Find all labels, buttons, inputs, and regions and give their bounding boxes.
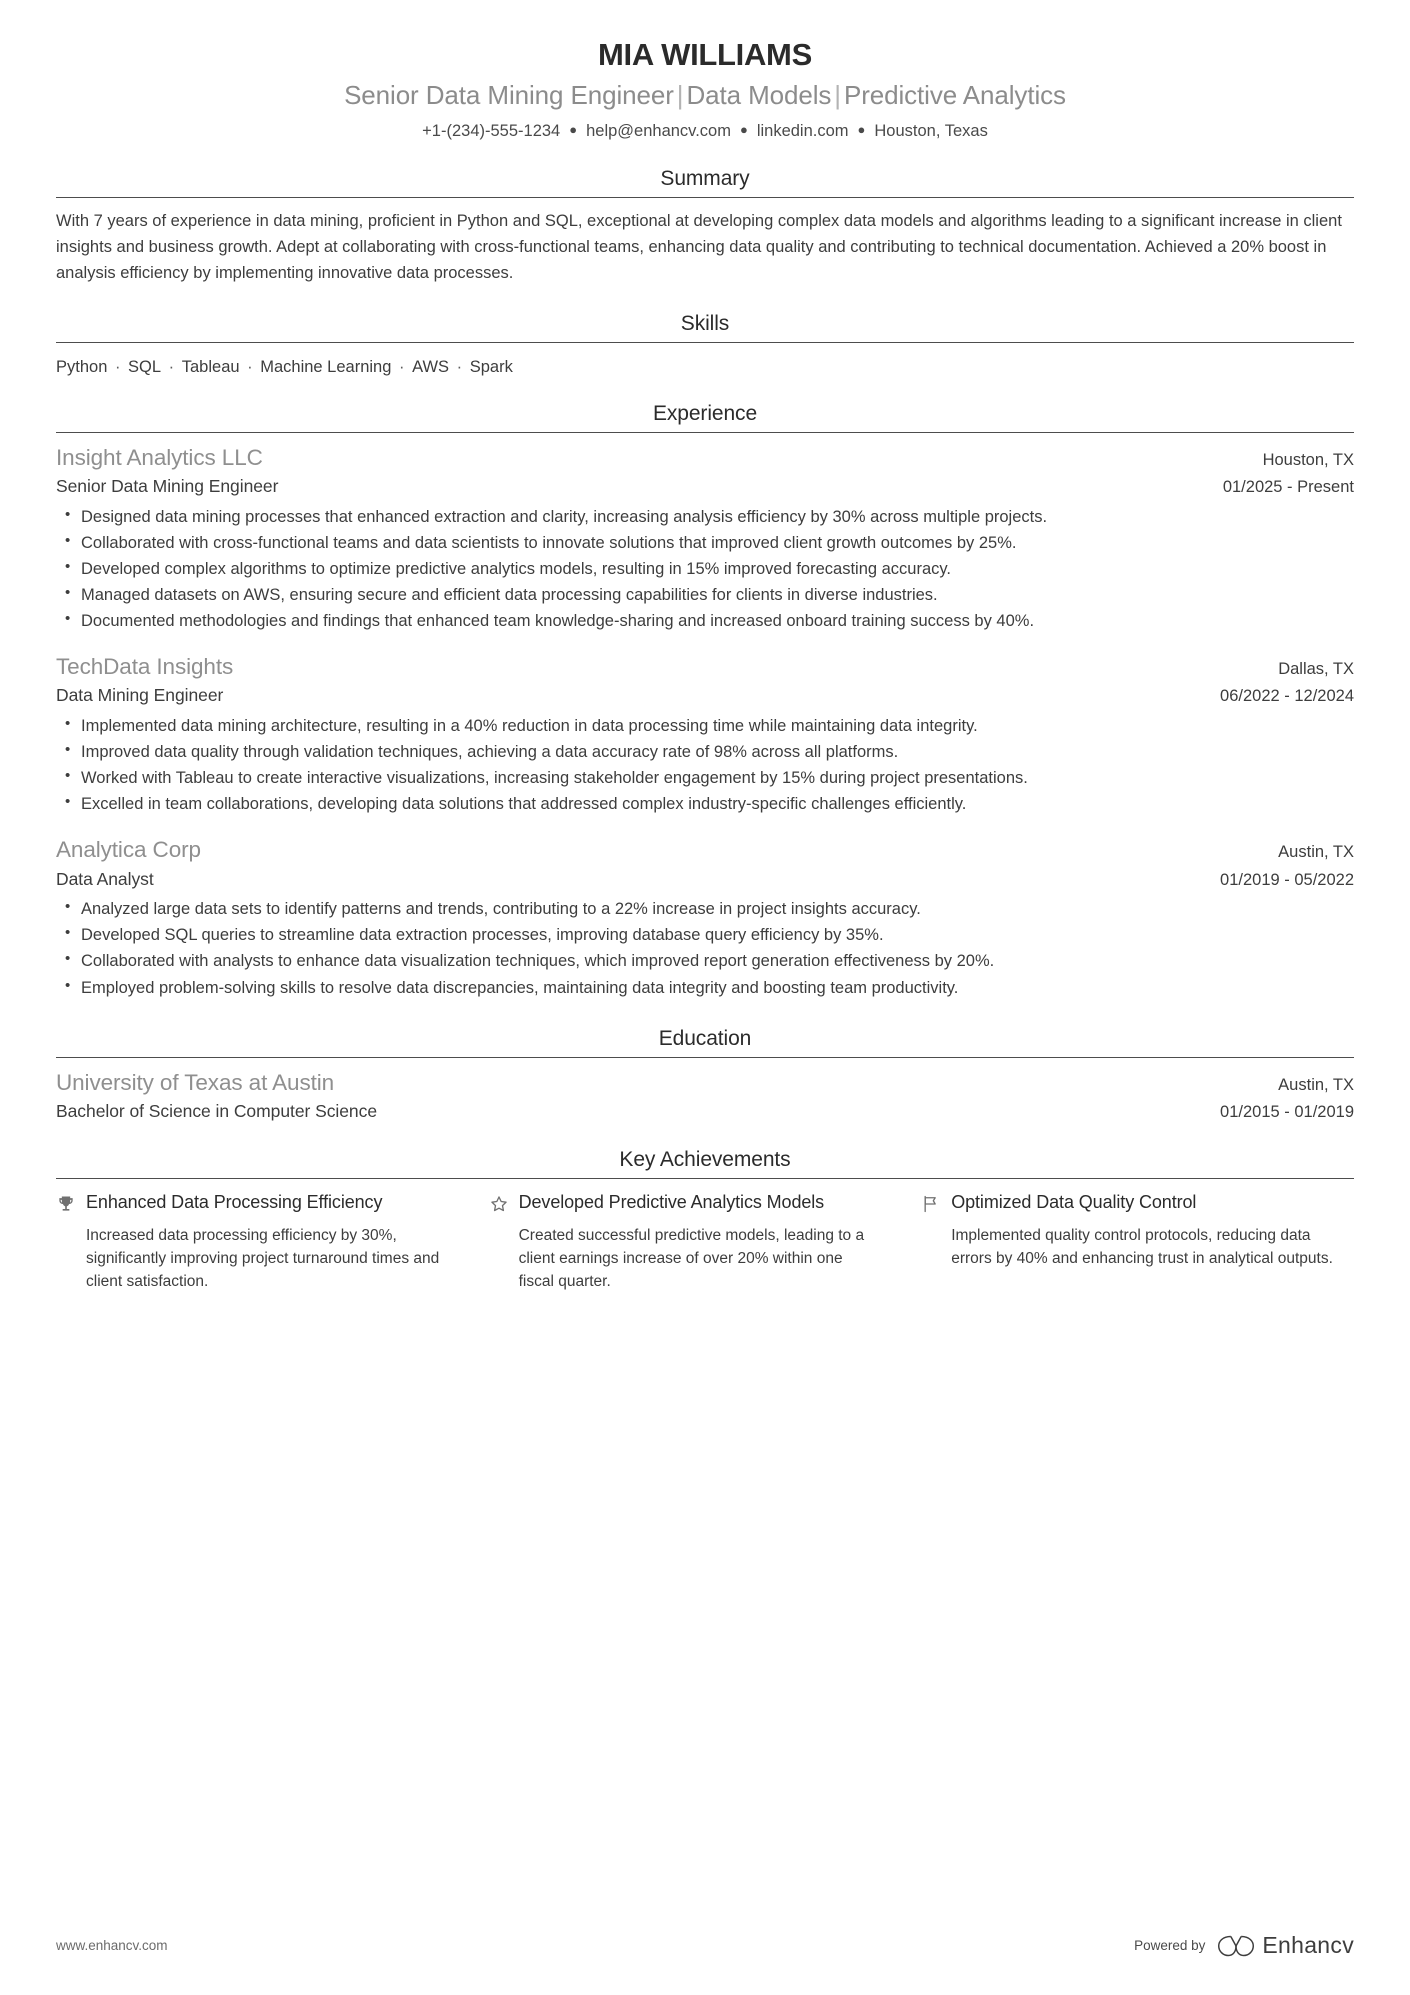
experience-location: Houston, TX [1262, 450, 1354, 469]
contact-separator-dot: ● [569, 121, 578, 137]
skill-separator: · [452, 357, 467, 376]
bullet-item: • Developed SQL queries to streamline data extraction processes, improving database query efficiency by 35%. [79, 923, 1354, 948]
powered-by-label: Powered by [1134, 1938, 1206, 1953]
experience-entry [56, 443, 1354, 634]
entry-subheader-row [56, 684, 1354, 708]
headline-separator: | [676, 79, 684, 110]
professional-headline [56, 79, 1354, 113]
achievement-title: Enhanced Data Processing Efficiency [86, 1191, 383, 1212]
brand-name: Enhancv [1262, 1932, 1354, 1958]
headline-part-1: Senior Data Mining Engineer [344, 79, 674, 110]
education-entry [56, 1068, 1354, 1124]
section-divider [56, 1057, 1354, 1058]
experience-organization: Insight Analytics LLC [56, 444, 263, 470]
education-dates: 01/2015 - 01/2019 [1220, 1102, 1354, 1121]
bullet-list [56, 505, 1354, 634]
bullet-item: • Collaborated with cross-functional teams and data scientists to innovate solutions that improved client growth outcomes by 25%. [79, 531, 1354, 556]
footer-branding [1134, 1932, 1354, 1959]
bullet-item: • Managed datasets on AWS, ensuring secure and efficient data processing capabilities for clients in diverse industries. [79, 583, 1354, 608]
achievement-description: Increased data processing efficiency by 30%, significantly improving project turnaround times and client satisfaction. [86, 1226, 440, 1291]
experience-organization: Analytica Corp [56, 837, 201, 863]
skill-item: Machine Learning [260, 357, 392, 376]
bullet-item: • Excelled in team collaborations, developing data solutions that addressed complex industry-specific challenges efficiently. [79, 792, 1354, 817]
section-achievements [56, 1148, 1354, 1294]
skill-separator: · [394, 357, 410, 376]
skill-separator: · [164, 357, 179, 376]
bullet-item: • Improved data quality through validation techniques, achieving a data accuracy rate of 98% across all platforms. [79, 740, 1354, 765]
achievement-item [921, 1191, 1354, 1294]
star-icon [489, 1194, 510, 1216]
skill-item: Tableau [181, 357, 240, 376]
skill-item: AWS [412, 357, 450, 376]
bullet-item: • Documented methodologies and findings that enhanced team knowledge-sharing and increased onboard training success by 40%. [79, 609, 1354, 634]
education-organization: University of Texas at Austin [56, 1069, 335, 1095]
achievement-header [921, 1191, 1354, 1216]
bullet-item: • Collaborated with analysts to enhance data visualization techniques, which improved report generation effectiveness by 20%. [79, 949, 1354, 974]
flag-icon [921, 1194, 942, 1216]
bullet-list [56, 897, 1354, 1000]
footer-url[interactable]: www.enhancv.com [56, 1938, 168, 1953]
resume-header [56, 0, 1354, 143]
bullet-item: • Implemented data mining architecture, resulting in a 40% reduction in data processing time while maintaining data integrity. [79, 714, 1354, 739]
page-title: MIA WILLIAMS [598, 37, 812, 72]
section-divider [56, 197, 1354, 198]
section-divider [56, 342, 1354, 343]
achievement-header [489, 1191, 874, 1216]
achievement-item [56, 1191, 489, 1294]
bullet-list [56, 714, 1354, 817]
email-text[interactable]: help@enhancv.com [586, 121, 731, 140]
achievement-header [56, 1191, 441, 1216]
experience-entry [56, 835, 1354, 1000]
bullet-item: • Worked with Tableau to create interactive visualizations, increasing stakeholder engagement by 15% during project presentations. [79, 766, 1354, 791]
headline-part-3: Predictive Analytics [843, 79, 1066, 110]
entry-header-row [56, 652, 1354, 682]
phone-text: +1-(234)-555-1234 [422, 121, 561, 140]
experience-entry-list [56, 443, 1354, 1001]
skill-separator: · [110, 357, 126, 376]
achievement-description: Implemented quality control protocols, reducing data errors by 40% and enhancing trust in analytical outputs. [951, 1226, 1333, 1267]
education-entry-list [56, 1068, 1354, 1124]
education-role: Bachelor of Science in Computer Science [56, 1100, 377, 1121]
experience-role: Data Mining Engineer [56, 685, 224, 706]
section-skills [56, 312, 1354, 380]
skill-item: Spark [469, 357, 513, 376]
experience-location: Austin, TX [1278, 843, 1354, 862]
headline-part-2: Data Models [686, 79, 832, 110]
experience-entry [56, 652, 1354, 817]
entry-subheader-row [56, 475, 1354, 499]
experience-dates: 06/2022 - 12/2024 [1220, 687, 1354, 706]
achievement-title: Developed Predictive Analytics Models [518, 1191, 825, 1212]
experience-role: Senior Data Mining Engineer [56, 475, 279, 496]
bullet-item: • Analyzed large data sets to identify patterns and trends, contributing to a 22% increase in project insights accuracy. [79, 897, 1354, 922]
achievement-item [489, 1191, 922, 1294]
brand-logo [1217, 1932, 1354, 1959]
entry-header-row [56, 835, 1354, 865]
entry-subheader-row [56, 868, 1354, 892]
section-divider [56, 1178, 1354, 1179]
contact-line [56, 120, 1354, 143]
education-location: Austin, TX [1278, 1075, 1354, 1094]
contact-separator-dot: ● [857, 121, 866, 137]
experience-role: Data Analyst [56, 868, 154, 889]
entry-header-row [56, 1068, 1354, 1098]
contact-separator-dot: ● [739, 121, 748, 137]
skills-list [56, 353, 1354, 380]
section-title-education: Education [658, 1026, 752, 1050]
location-text: Houston, Texas [874, 121, 988, 140]
enhancv-logo-icon [1217, 1933, 1255, 1959]
experience-location: Dallas, TX [1278, 659, 1354, 678]
headline-separator: | [834, 79, 841, 110]
experience-dates: 01/2019 - 05/2022 [1220, 870, 1354, 889]
section-title-summary: Summary [660, 166, 750, 190]
entry-subheader-row [56, 1100, 1354, 1124]
summary-text: With 7 years of experience in data mining, proficient in Python and SQL, exceptional at developing complex data models and algorithms leading to a significant increase in client insights and business growth. Adept at collaborating with cross-functional teams, enhancing data quality and contributing to technical documentation. Achieved a 20% boost in analysis efficiency by implementing innovative data processes. [56, 211, 1342, 282]
section-education [56, 1027, 1354, 1124]
section-summary [56, 167, 1354, 286]
trophy-icon [56, 1194, 77, 1216]
achievement-title: Optimized Data Quality Control [951, 1191, 1197, 1212]
section-experience [56, 402, 1354, 1001]
skill-item: Python [56, 357, 108, 376]
linkedin-link[interactable]: linkedin.com [756, 121, 849, 140]
achievement-description: Created successful predictive models, leading to a client earnings increase of over 20% within one fiscal quarter. [518, 1226, 865, 1291]
experience-organization: TechData Insights [56, 653, 234, 679]
experience-dates: 01/2025 - Present [1222, 477, 1354, 496]
bullet-item: • Employed problem-solving skills to resolve data discrepancies, maintaining data integrity and boosting team productivity. [79, 976, 1354, 1001]
section-title-skills: Skills [680, 311, 730, 335]
section-title-achievements: Key Achievements [619, 1147, 791, 1171]
entry-header-row [56, 443, 1354, 473]
page-footer [56, 1932, 1354, 1959]
section-divider [56, 432, 1354, 433]
skill-separator: · [242, 357, 258, 376]
achievements-grid [56, 1189, 1354, 1294]
bullet-item: • Designed data mining processes that enhanced extraction and clarity, increasing analysis efficiency by 30% across multiple projects. [79, 505, 1354, 530]
skill-item: SQL [128, 357, 162, 376]
section-title-experience: Experience [652, 401, 758, 425]
bullet-item: • Developed complex algorithms to optimize predictive analytics models, resulting in 15% improved forecasting accuracy. [79, 557, 1354, 582]
